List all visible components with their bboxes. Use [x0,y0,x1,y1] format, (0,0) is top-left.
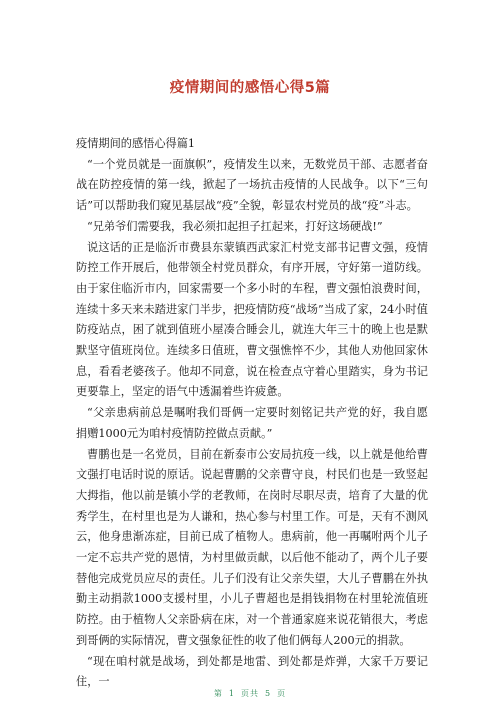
footer-suffix: 页 [277,689,287,698]
footer-mid: 页共 [241,689,259,698]
paragraph: 说这话的正是临沂市费县东蒙镇西武家汇村党支部书记曹文强，疫情防控工作开展后，他带领全村党员群众，有序开展，守好第一道防线。由于家住临沂市内，回家需要一个多小时的车程，曹文强怕浪费时间，连续十多天来未踏进家门半步，把疫情防疫“战场”当成了家，24小时值防疫站点，困了就到值班小屋凑合睡会儿，就连大年三十的晚上也是默默坚守值班岗位。连续多日值班，曹文强憔悴不少，其他人劝他回家休息，看看老婆孩子。他却不同意，说在检查点守着心里踏实，身为书记更要靠上，坚定的语气中透漏着些许疲惫。 [76,240,428,399]
document-body [76,134,428,693]
document-title: 疫情期间的感悟心得5篇 [169,80,331,96]
footer-prefix: 第 [213,689,223,698]
paragraph: “现在咱村就是战场，到处都是地雷、到处都是炸弹，大家千万要记住，一 [76,654,428,689]
page-footer [0,688,500,699]
paragraph: “父亲患病前总是嘱咐我们哥俩一定要时刻铭记共产党的好，我自愿捐赠1000元为咱村疫情防控做点贡献。” [76,406,428,440]
total-pages-number: 5 [265,689,272,698]
paragraph: “一个党员就是一面旗帜”，疫情发生以来，无数党员干部、志愿者奋战在防控疫情的第一线，掀起了一场抗击疫情的人民战争。以下“三句话”可以帮助我们窥见基层战“疫”全貌，彰显农村党员的战“疫”斗志。 [76,157,428,213]
current-page-number: 1 [228,689,235,698]
paragraph: 曹鹏也是一名党员，目前在新泰市公安局抗疫一线，以上就是他给曹文强打电话时说的原话。说起曹鹏的父亲曹守良，村民们也是一致竖起大拇指，他以前是镇小学的老教师，在岗时尽职尽责，培育了大量的优秀学生，在村里也是为人谦和，热心参与村里工作。可是，天有不测风云，他身患渐冻症，目前已成了植物人。患病前，他一再嘱咐两个儿子一定不忘共产党的恩情，为村里做贡献，以后他不能动了，两个儿子要替他完成党员应尽的责任。儿子们没有让父亲失望，大儿子曹鹏在外执勤主动捐款1000支援村里，小儿子曹超也是捐钱捐物在村里轮流值班防控。由于植物人父亲卧病在床，对一个普通家庭来说花销很大，考虑到哥俩的实际情况，曹文强象征性的收了他们俩每人200元的捐款。 [76,447,428,647]
section-heading: 疫情期间的感悟心得篇1 [76,137,195,150]
paragraph: “兄弟爷们需要我，我必须扣起担子扛起来，打好这场硬战!” [87,219,383,233]
